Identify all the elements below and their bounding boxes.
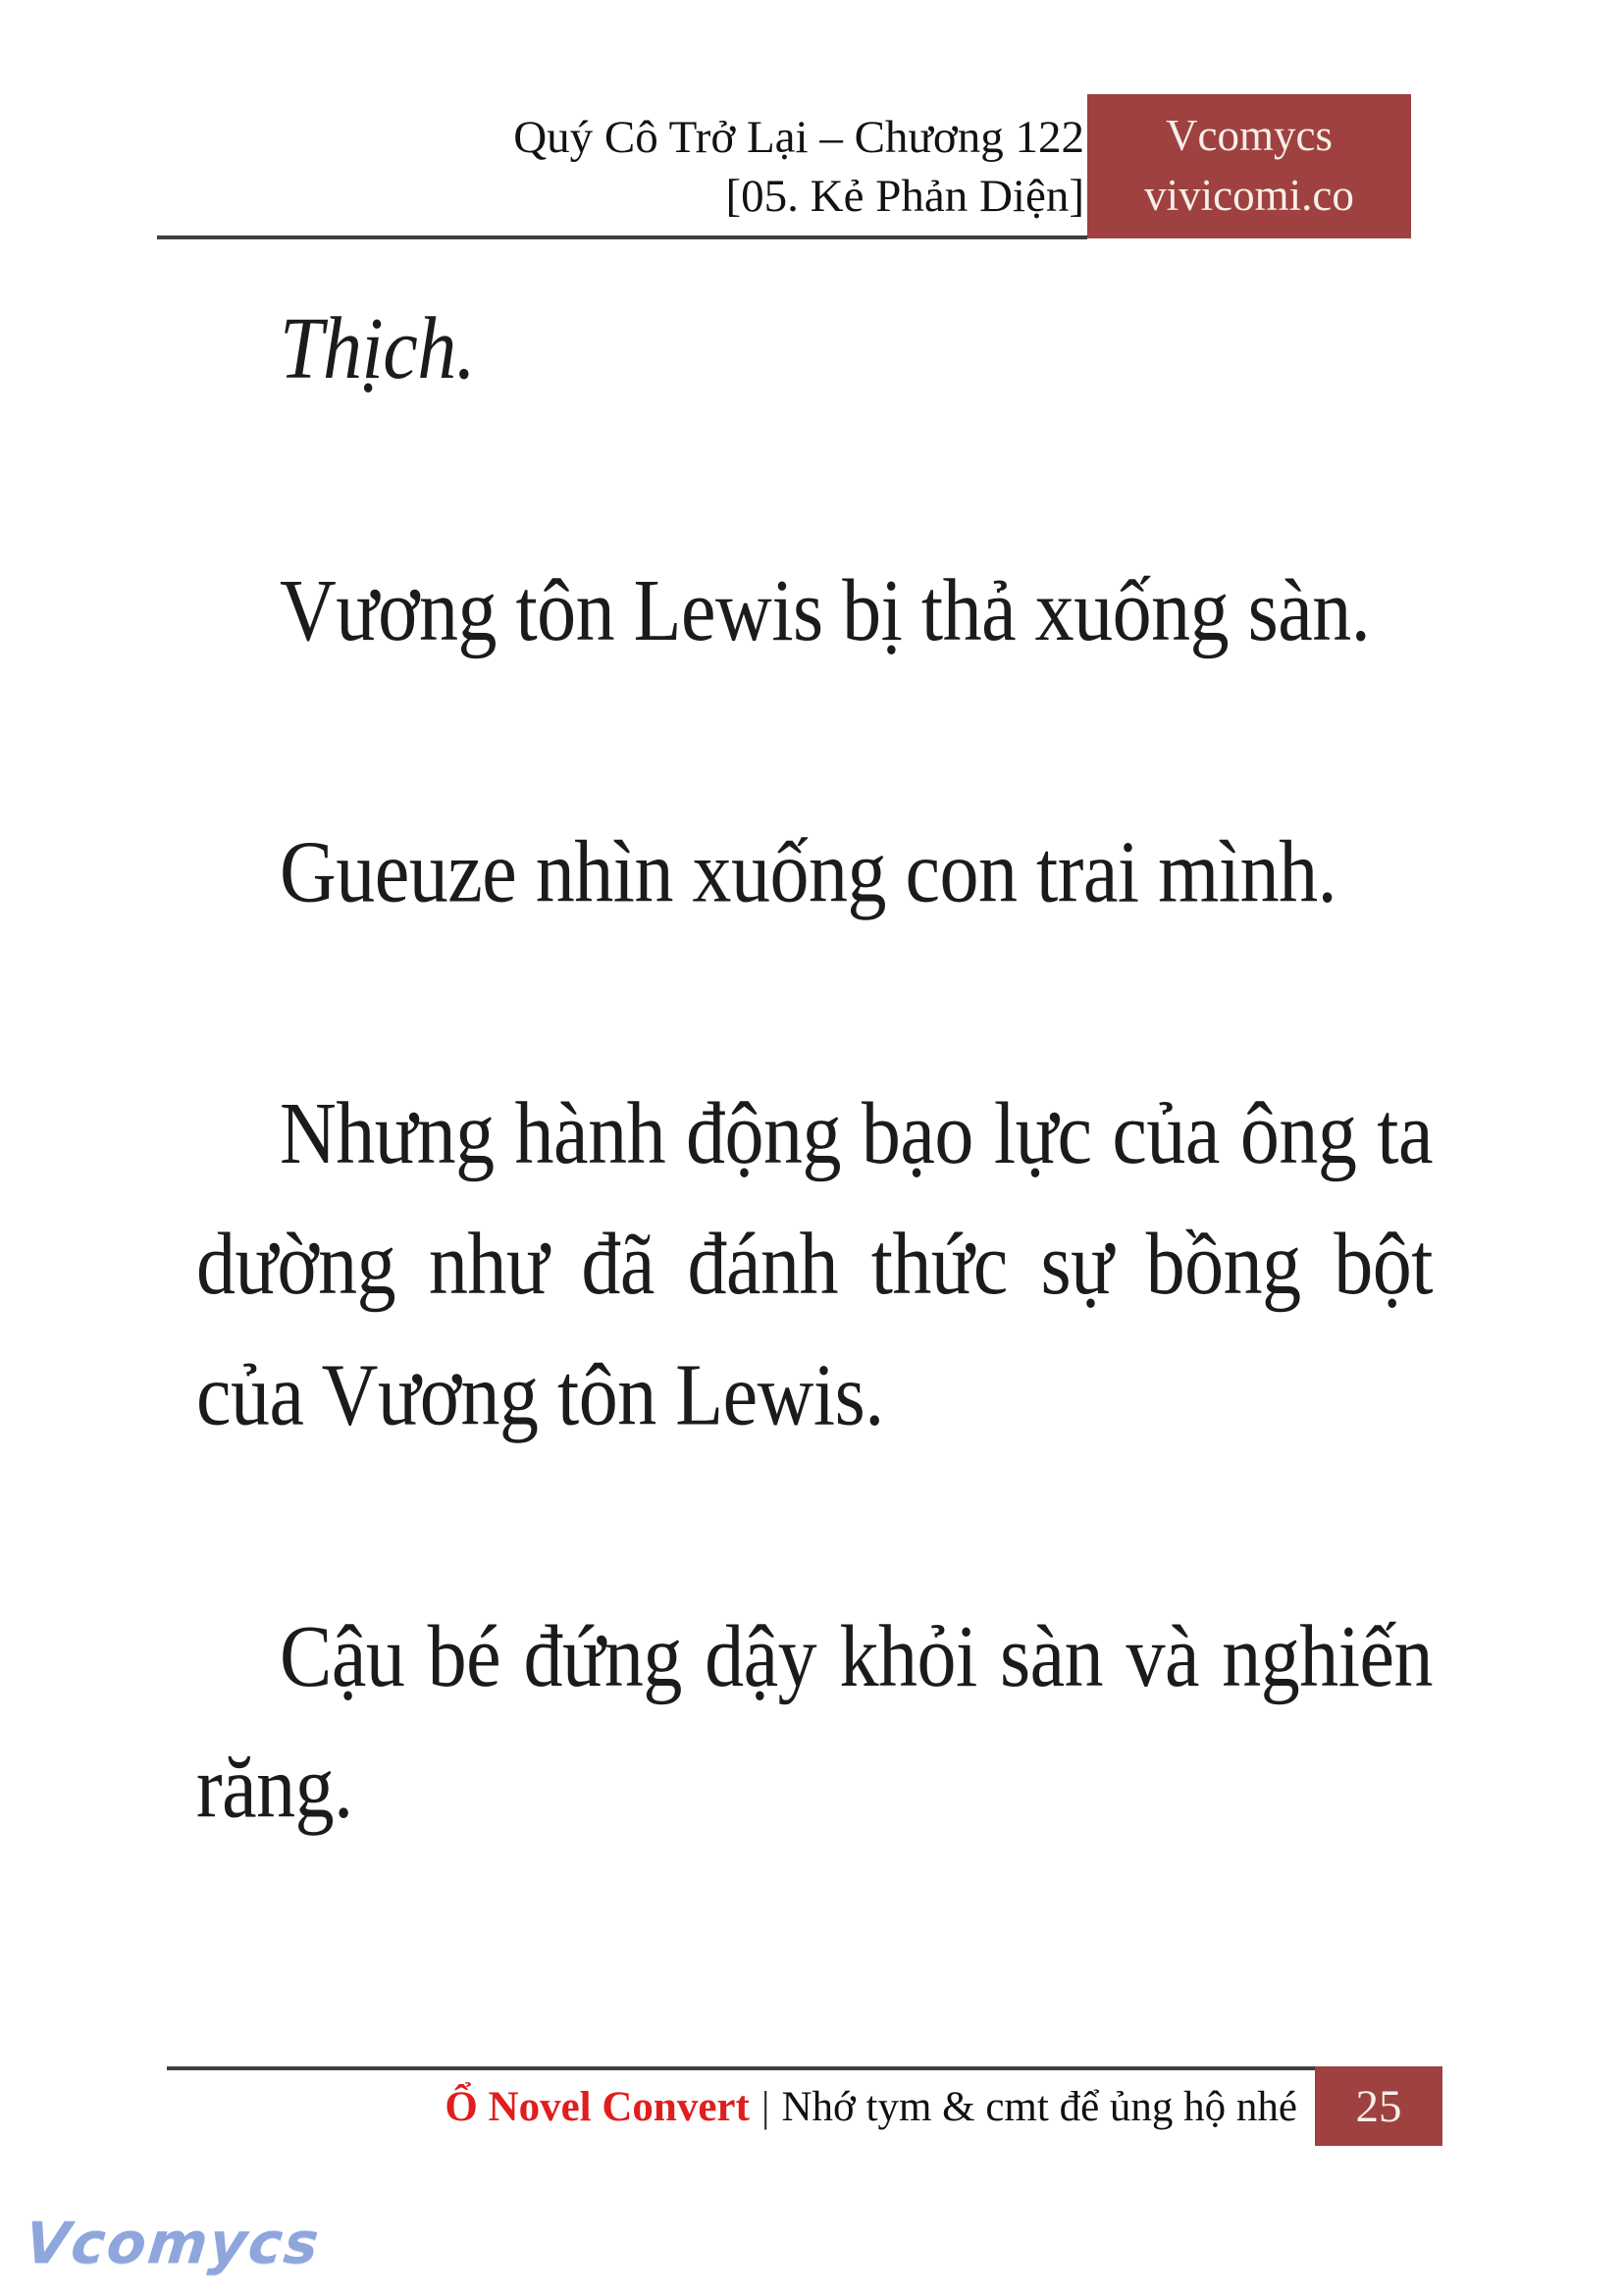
paragraph: Thịch. <box>280 300 476 398</box>
footer-separator: | <box>760 2084 770 2130</box>
paragraph: Cậu bé đứng dậy khỏi sàn và nghiến răng. <box>196 1608 1433 1837</box>
chapter-title-line1: Quý Cô Trở Lại – Chương 122 <box>513 112 1084 163</box>
story-text <box>196 285 1433 1985</box>
vcomycs-logo: Vcomycs <box>22 2210 324 2276</box>
header-divider <box>157 235 1087 239</box>
translator-brand-box <box>1087 94 1411 238</box>
chapter-header <box>513 108 1084 226</box>
page-number: 25 <box>1355 2080 1402 2132</box>
brand-site: vivicomi.co <box>1144 171 1354 220</box>
footer-note: Nhớ tym & cmt để ủng hộ nhé <box>781 2084 1297 2130</box>
paragraph: Vương tôn Lewis bị thả xuống sàn. <box>280 562 1371 659</box>
paragraph: Gueuze nhìn xuống con trai mình. <box>280 823 1337 921</box>
footer-divider <box>167 2066 1315 2070</box>
chapter-title-line2: [05. Kẻ Phản Diện] <box>725 171 1084 222</box>
page-number-badge <box>1315 2066 1442 2146</box>
footer-credit <box>167 2078 1297 2137</box>
brand-name: Vcomycs <box>1166 111 1333 160</box>
paragraph: Nhưng hành động bạo lực của ông ta dường như đã đánh thức sự bồng bột của Vương tôn Lewis. <box>196 1085 1433 1444</box>
footer-brand-name: Ổ Novel Convert <box>445 2084 750 2130</box>
